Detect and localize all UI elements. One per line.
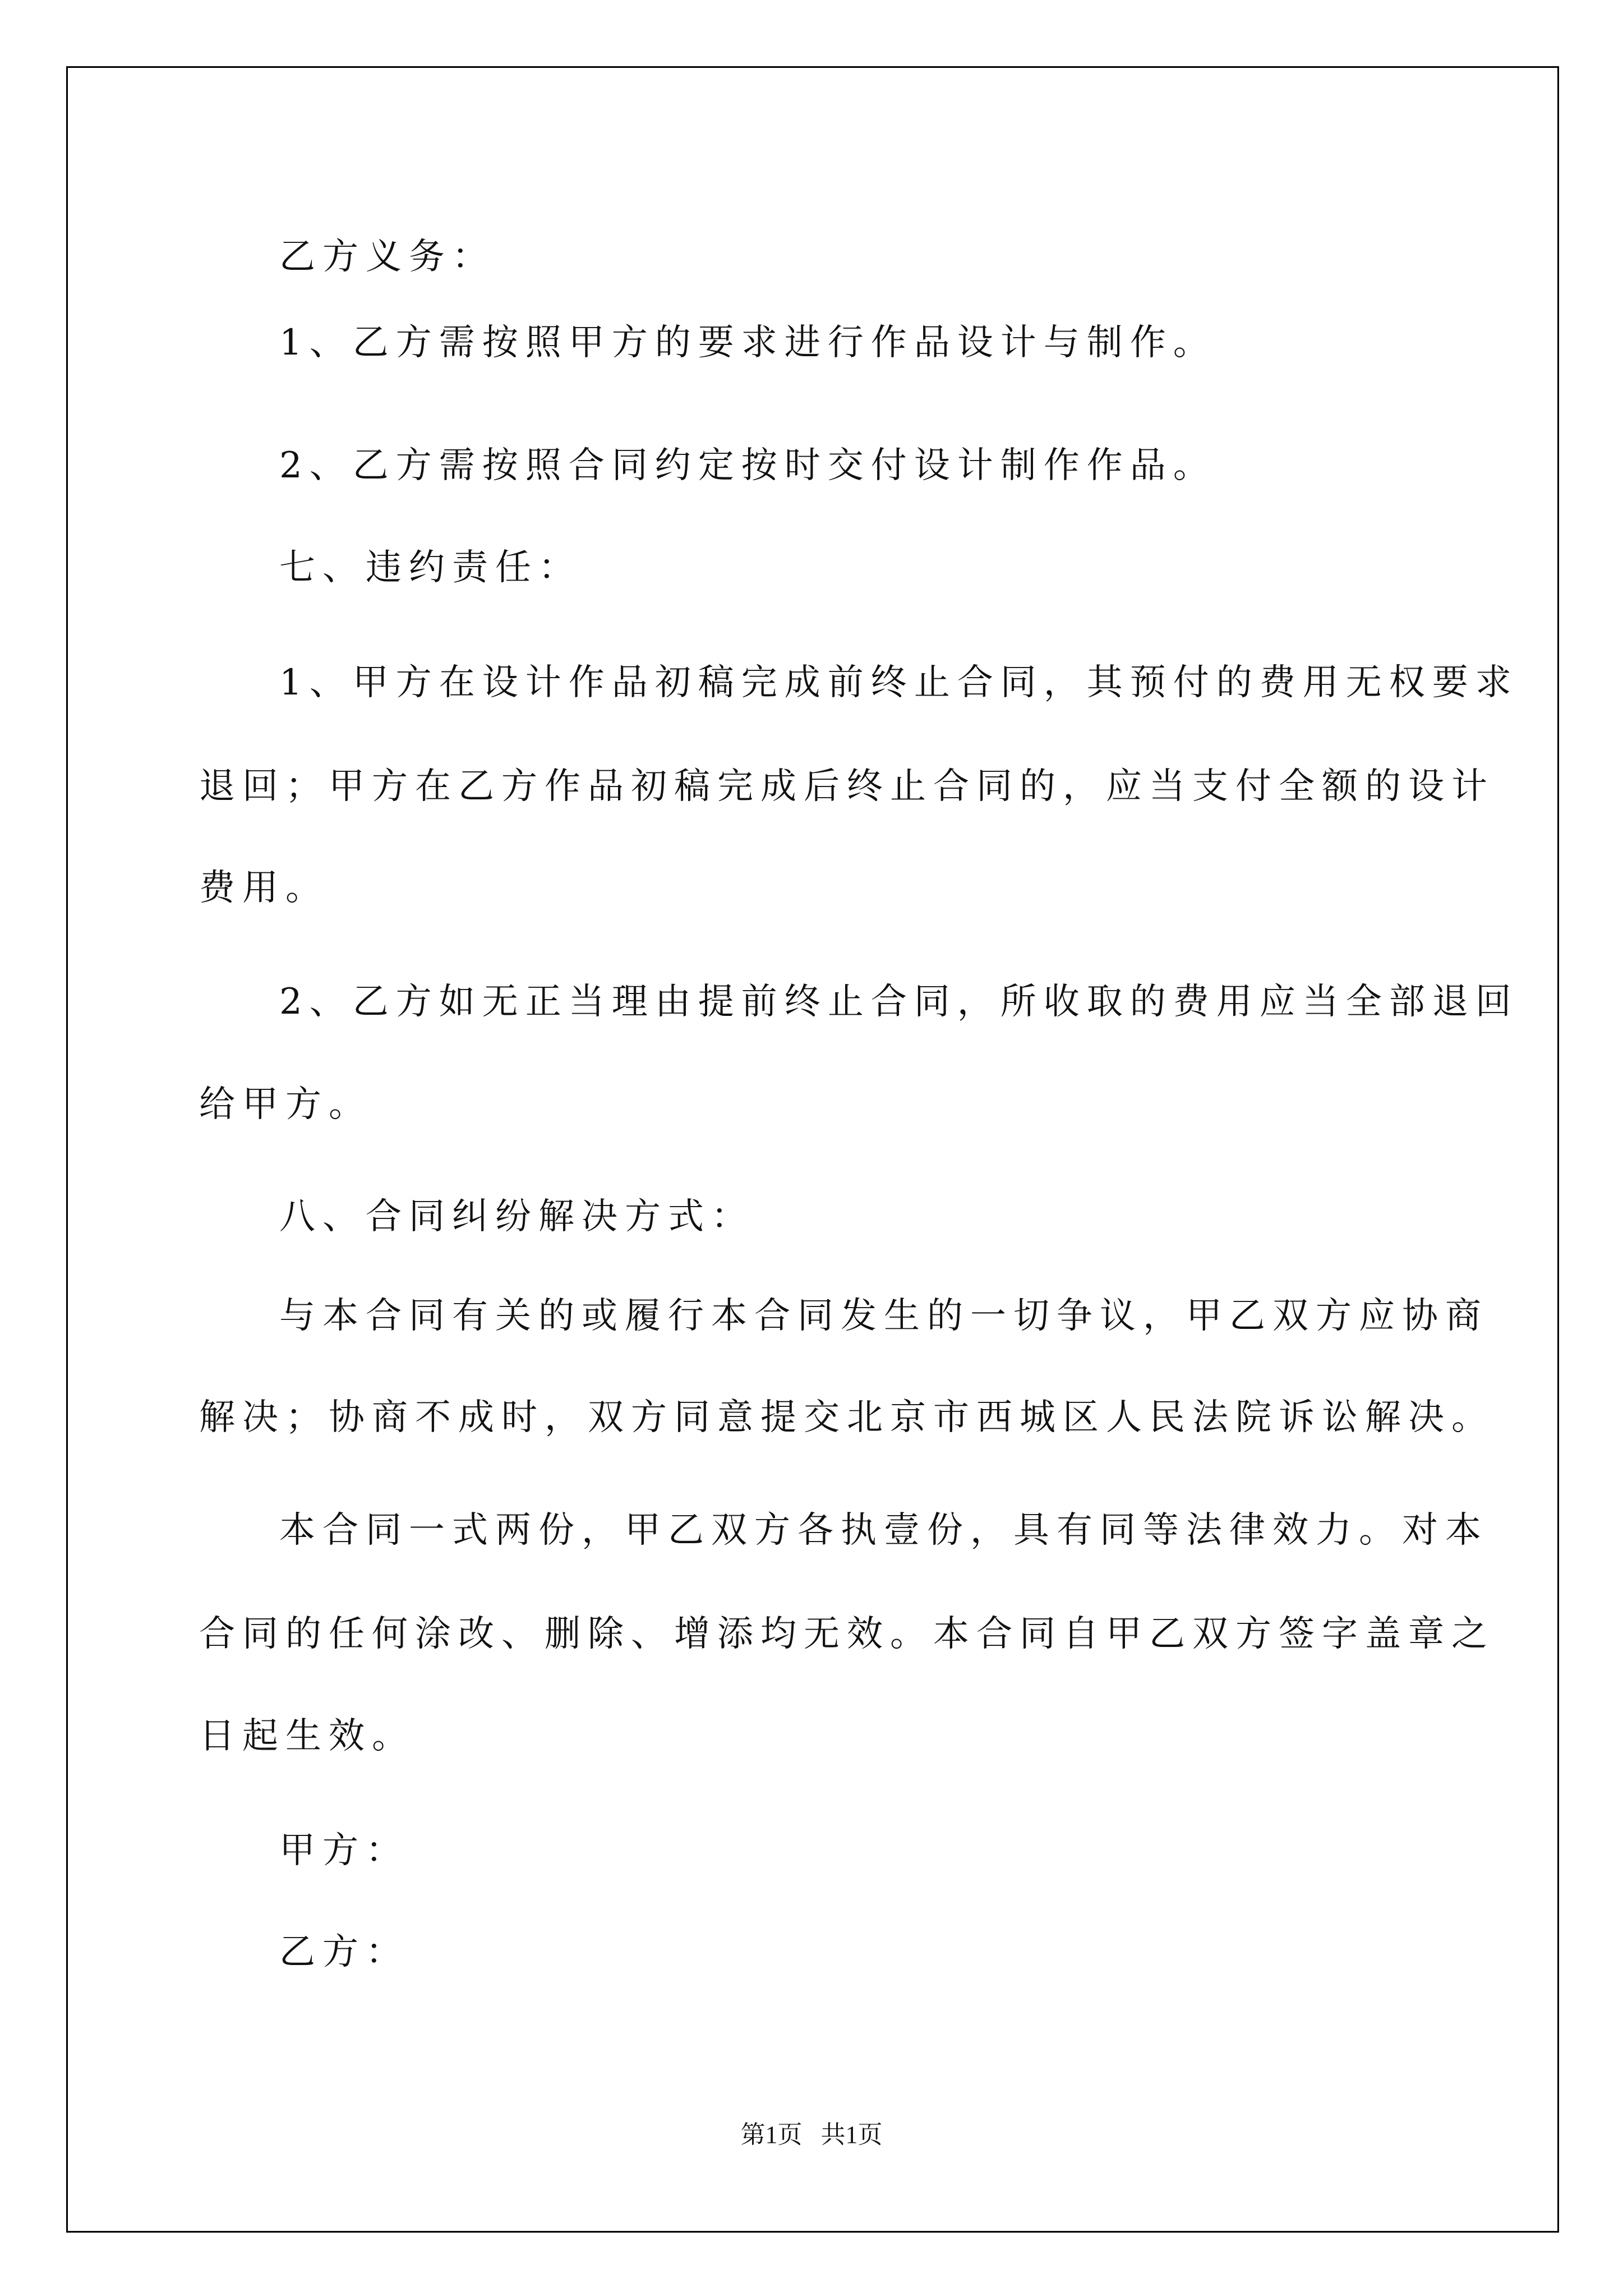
page-number-footer: 第1页 共1页 [740,2121,883,2148]
section-heading-dispute-resolution: 八、合同纠纷解决方式： [279,1196,754,1237]
signature-label-party-b: 乙方： [279,1931,409,1973]
paragraph-line: 给甲方。 [199,1084,372,1125]
paragraph-line: 合同的任何涂改、删除、增添均无效。本合同自甲乙双方签字盖章之 [199,1613,1495,1655]
paragraph-line: 1、乙方需按照甲方的要求进行作品设计与制作。 [279,322,1216,364]
section-heading-breach-liability: 七、违约责任： [279,547,582,588]
paragraph-line: 退回；甲方在乙方作品初稿完成后终止合同的，应当支付全额的设计 [199,766,1495,807]
paragraph-line: 1、甲方在设计作品初稿完成前终止合同，其预付的费用无权要求 [279,662,1519,703]
paragraph-line: 解决；协商不成时，双方同意提交北京市西城区人民法院诉讼解决。 [199,1397,1495,1438]
paragraph-line: 本合同一式两份，甲乙双方各执壹份，具有同等法律效力。对本 [279,1510,1488,1551]
paragraph-line: 费用。 [199,867,329,909]
signature-label-party-a: 甲方： [279,1830,409,1871]
paragraph-line: 与本合同有关的或履行本合同发生的一切争议，甲乙双方应协商 [279,1295,1488,1337]
paragraph-line: 2、乙方需按照合同约定按时交付设计制作作品。 [279,445,1216,486]
paragraph-heading-party-b-obligations: 乙方义务： [279,236,495,278]
paragraph-line: 2、乙方如无正当理由提前终止合同，所收取的费用应当全部退回 [279,981,1519,1023]
page-frame [66,66,1559,2233]
paragraph-line: 日起生效。 [199,1715,415,1757]
